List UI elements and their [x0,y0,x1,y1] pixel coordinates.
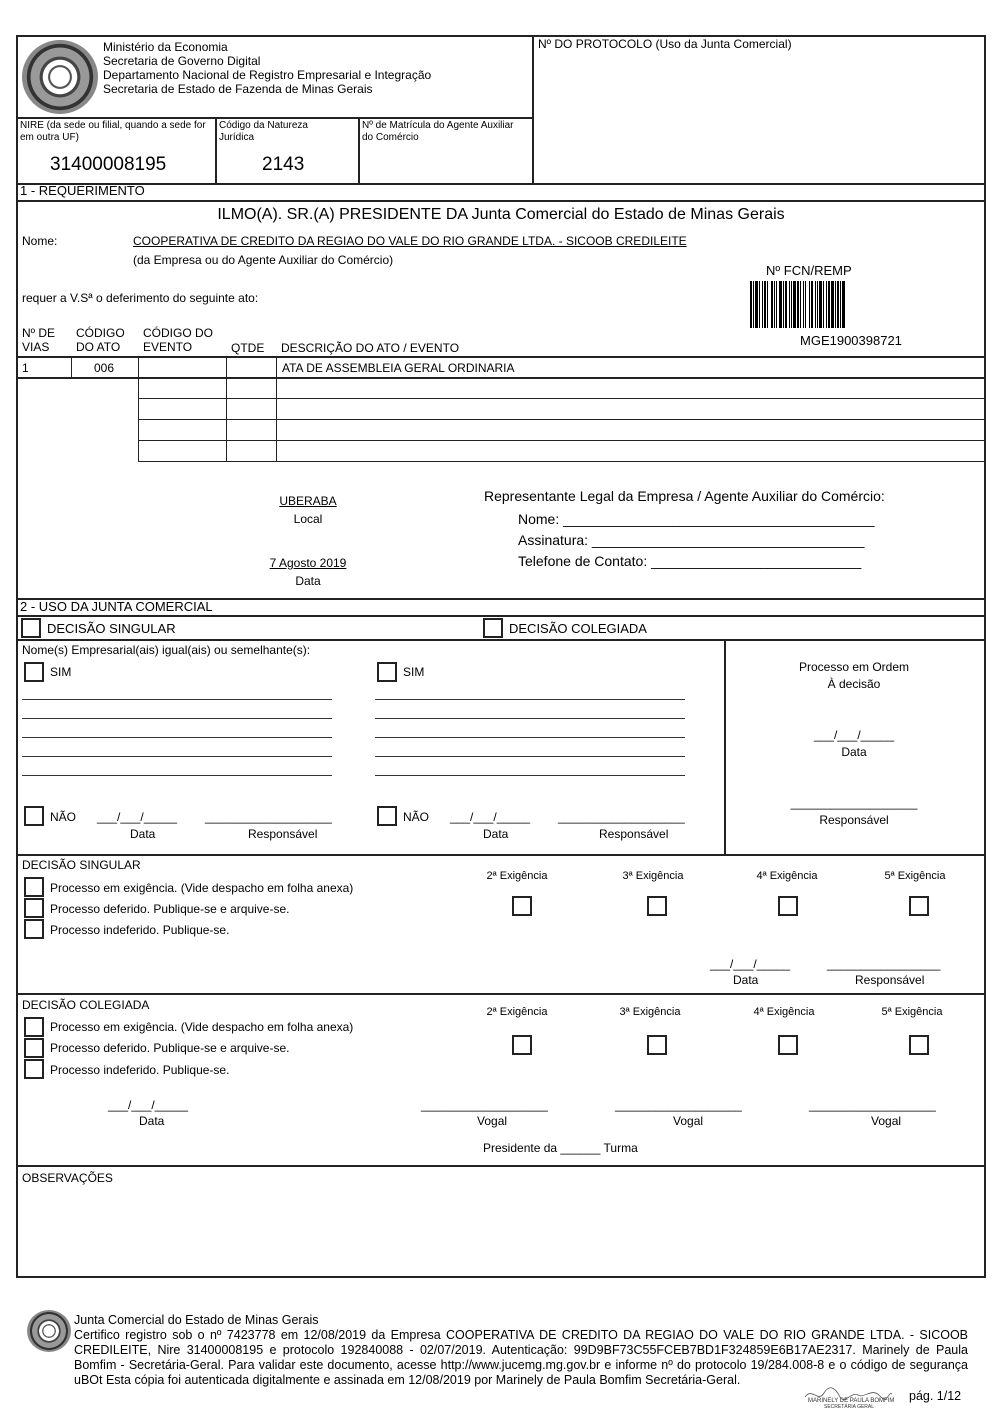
singular-option-3-checkbox[interactable] [24,919,44,939]
colegiada-exig-3-checkbox[interactable] [647,1035,667,1055]
colegiada-exig-3-label: 3ª Exigência [619,1006,681,1018]
fcn-barcode [750,281,948,328]
table-row-line [138,461,986,462]
colegiada-option-2-checkbox[interactable] [24,1038,44,1058]
colegiada-exig-2-checkbox[interactable] [512,1035,532,1055]
fcn-value: MGE1900398721 [800,333,902,348]
ordem-date-label: Data [841,745,867,759]
protocol-label: Nº DO PROTOCOLO (Uso da Junta Comercial) [538,37,792,51]
observacoes-divider [16,1165,986,1167]
vogal-3-label: Vogal [871,1114,902,1128]
vogal-1-blank[interactable]: ___________________ [421,1098,548,1112]
colegiada-option-3: Processo indeferido. Publique-se. [50,1063,230,1077]
similar-name-line[interactable] [375,775,685,776]
table-row-1-vias: 1 [22,361,29,375]
colegiada-option-1: Processo em exigência. (Vide despacho em folha anexa) [50,1020,354,1034]
col-descricao: DESCRIÇÃO DO ATO / EVENTO [281,341,460,355]
uso-junta-section [16,598,986,1278]
singular-exig-3-label: 3ª Exigência [622,870,684,882]
observacoes-field[interactable] [18,1188,984,1276]
signature-stamp [800,1385,895,1410]
nao-label-1: NÃO [50,810,77,824]
colegiada-exig-4-label: 4ª Exigência [753,1006,815,1018]
col-cod-evento: CÓDIGO DO EVENTO [143,326,214,354]
col-vias: Nº DE VIAS [22,326,56,354]
decisao-row-divider [16,639,986,641]
coat-of-arms-icon [22,40,98,114]
org-line-1: Ministério da Economia [103,40,228,54]
local-label: Local [293,512,323,526]
colegiada-option-2: Processo deferido. Publique-se e arquive-se. [50,1041,290,1055]
nao-checkbox-1[interactable] [24,806,44,826]
table-row-1-descricao: ATA DE ASSEMBLEIA GERAL ORDINARIA [282,361,515,375]
colegiada-date-blank[interactable]: ___/___/_____ [108,1098,189,1112]
table-col-line [71,357,72,378]
fcn-label: Nº FCN/REMP [766,263,852,278]
org-line-4: Secretaria de Estado de Fazenda de Minas Gerais [103,82,373,96]
singular-data-label: Data [733,973,759,987]
processo-ordem-line-1: Processo em Ordem [798,660,910,674]
natureza-divider [358,117,360,185]
decisao-singular-checkbox[interactable] [21,618,41,638]
vogal-3-blank[interactable]: ___________________ [809,1098,936,1112]
header-divider [532,35,534,185]
singular-option-2: Processo deferido. Publique-se e arquive-se. [50,902,290,916]
singular-option-1: Processo em exigência. (Vide despacho em folha anexa) [50,881,354,895]
similar-name-line[interactable] [22,775,332,776]
nao-checkbox-2[interactable] [377,806,397,826]
signature-role: SECRETÁRIA GERAL [824,1404,875,1410]
observacoes-title: OBSERVAÇÕES [22,1171,113,1185]
natureza-value: 2143 [262,154,305,175]
nao-label-2: NÃO [403,810,430,824]
footer-org: Junta Comercial do Estado de Minas Gerais [74,1313,319,1327]
singular-option-2-checkbox[interactable] [24,898,44,918]
presidente-turma[interactable]: Presidente da ______ Turma [483,1141,638,1155]
table-top [16,356,986,358]
local-value: UBERABA [279,494,337,508]
sim-label-2: SIM [403,665,425,679]
similar-name-line[interactable] [375,737,685,738]
colegiada-option-3-checkbox[interactable] [24,1059,44,1079]
barcode-bar [842,281,845,328]
ordem-resp-blank[interactable]: ___________________ [790,796,918,810]
signature-caption: MARINELY DE PAULA BOMFIM [808,1398,895,1404]
nao-date-1[interactable]: ___/___/_____ [97,810,178,824]
colegiada-divider [16,993,986,995]
nao-resp-2[interactable]: ___________________ [558,810,685,824]
company-name: COOPERATIVA DE CREDITO DA REGIAO DO VALE DO RIO GRANDE LTDA. - SICOOB CREDILEITE [133,234,687,248]
header-row-divider [16,117,534,119]
footer-coat-of-arms-icon [27,1310,71,1352]
table-row-line [138,419,986,420]
colegiada-exig-2-label: 2ª Exigência [486,1006,548,1018]
nomes-label: Nome(s) Empresarial(ais) igual(ais) ou semelhante(s): [22,643,311,657]
rep-telefone-field[interactable]: Telefone de Contato: ___________________________ [518,553,862,569]
singular-option-1-checkbox[interactable] [24,877,44,897]
singular-resp-blank[interactable]: _________________ [827,957,941,971]
nao-date-2[interactable]: ___/___/_____ [450,810,531,824]
ordem-resp-label: Responsável [819,813,889,827]
table-row-line [16,377,986,379]
similar-name-line[interactable] [375,756,685,757]
similar-name-line[interactable] [22,718,332,719]
table-row-1-cod-ato: 006 [94,361,115,375]
nao-resp-1[interactable]: ___________________ [205,810,332,824]
colegiada-exig-4-checkbox[interactable] [778,1035,798,1055]
natureza-label: Código da Natureza Jurídica [219,120,308,143]
matricula-label: Nº de Matrícula do Agente Auxiliar do Comércio [362,120,514,143]
singular-exig-5-label: 5ª Exigência [884,870,946,882]
org-line-2: Secretaria de Governo Digital [103,54,261,68]
nire-value: 31400008195 [50,154,167,175]
nome-hint: (da Empresa ou do Agente Auxiliar do Comércio) [133,253,394,267]
nao-data-label-2: Data [483,827,509,841]
colegiada-exig-5-checkbox[interactable] [909,1035,929,1055]
singular-date-blank[interactable]: ___/___/_____ [710,957,791,971]
org-line-3: Departamento Nacional de Registro Empresarial e Integração [103,68,432,82]
singular-option-3: Processo indeferido. Publique-se. [50,923,230,937]
nome-label: Nome: [22,234,58,248]
requerimento-title: 1 - REQUERIMENTO [20,183,145,198]
ordem-date-blank[interactable]: ___/___/_____ [813,728,895,742]
col-qtde: QTDE [231,341,265,355]
singular-exig-2-checkbox[interactable] [512,896,532,916]
decisao-singular-label: DECISÃO SINGULAR [47,621,176,636]
vogal-2-blank[interactable]: ___________________ [615,1098,742,1112]
rep-nome-field[interactable]: Nome: ________________________________________ [518,511,875,527]
colegiada-data-label: Data [139,1114,165,1128]
similar-name-line[interactable] [375,718,685,719]
singular-exig-2-label: 2ª Exigência [486,870,548,882]
singular-exig-4-checkbox[interactable] [778,896,798,916]
processo-ordem-line-2: À decisão [827,677,881,691]
date-label: Data [295,574,321,588]
uso-title-divider [16,615,986,617]
nire-label: NIRE (da sede ou filial, quando a sede for em outra UF) [20,120,206,143]
decisao-colegiada-label: DECISÃO COLEGIADA [509,621,647,636]
col-cod-ato: CÓDIGO DO ATO [76,326,125,354]
table-col-line [226,357,227,462]
table-row-line [138,398,986,399]
nire-divider [215,117,217,185]
date-value: 7 Agosto 2019 [269,556,347,570]
table-col-line [276,357,277,462]
similar-name-line[interactable] [375,699,685,700]
sim-checkbox-1[interactable] [24,662,44,682]
vogal-1-label: Vogal [477,1114,508,1128]
rep-assinatura-field[interactable]: Assinatura: ___________________________________ [518,532,865,548]
singular-exig-3-checkbox[interactable] [647,896,667,916]
similar-name-line[interactable] [22,699,332,700]
decisao-singular-title: DECISÃO SINGULAR [22,858,141,872]
singular-exig-4-label: 4ª Exigência [756,870,818,882]
footer-certificate: Certifico registro sob o nº 7423778 em 12/08/2019 da Empresa COOPERATIVA DE CREDITO DA REGIAO DO VALE DO RIO GRANDE LTDA. - SICOOB CREDILEITE, Nire 31400008195 e protocolo 192840088 - 02/07/2019. Autenticação: 99D9BF73C55FCEB7BD1F324859E6B17AE2317. Marinely de Paula Bomfim - Secretária-Geral. Para validar este documento, acesse http://www.jucemg.mg.gov.br e informe nº do protocolo 19/284.008-8 e o código de segurança uBOt Esta cópia foi autenticada digitalmente e assinada em 12/08/2019 por Marinely de Paula Bomfim Secretária-Geral. [74,1328,968,1387]
colegiada-exig-5-label: 5ª Exigência [881,1006,943,1018]
nao-resp-label-2: Responsável [599,827,669,841]
addressee: ILMO(A). SR.(A) PRESIDENTE DA Junta Comercial do Estado de Minas Gerais [217,206,785,223]
table-row-line [138,440,986,441]
singular-exig-5-checkbox[interactable] [909,896,929,916]
colegiada-option-1-checkbox[interactable] [24,1017,44,1037]
singular-resp-label: Responsável [855,973,925,987]
nao-resp-label-1: Responsável [248,827,318,841]
decisao-colegiada-title: DECISÃO COLEGIADA [22,998,150,1012]
sim-checkbox-2[interactable] [377,662,397,682]
similar-name-line[interactable] [22,737,332,738]
sim-label-1: SIM [50,665,72,679]
rep-title: Representante Legal da Empresa / Agente Auxiliar do Comércio: [484,488,885,504]
request-text: requer a V.Sª o deferimento do seguinte ato: [22,291,259,305]
uso-junta-title: 2 - USO DA JUNTA COMERCIAL [20,599,213,614]
vogal-2-label: Vogal [673,1114,704,1128]
table-col-line [138,357,139,462]
similar-name-line[interactable] [22,756,332,757]
decisao-colegiada-checkbox[interactable] [483,618,503,638]
nao-data-label-1: Data [130,827,156,841]
page-number: pág. 1/12 [909,1389,962,1403]
requerimento-title-divider [16,200,986,202]
singular-divider [16,854,986,856]
